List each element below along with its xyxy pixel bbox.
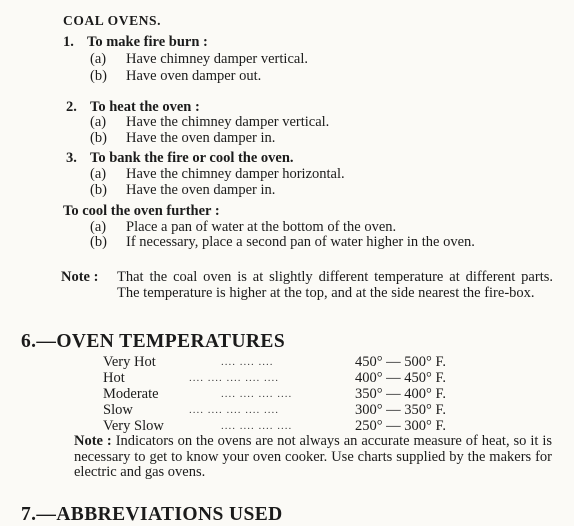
list-item	[90, 68, 261, 84]
list-item	[90, 166, 345, 182]
temperature-row	[103, 386, 483, 402]
temp-name: Very Hot	[103, 354, 156, 370]
list-item	[90, 114, 329, 130]
step-heading-text: To heat the oven :	[90, 99, 200, 115]
step-1-heading	[63, 34, 208, 50]
step-number: 2.	[66, 99, 77, 115]
temp-range: 250° — 300° F.	[355, 418, 447, 434]
item-label: (b)	[90, 182, 107, 198]
abbreviations-heading: 7.—ABBREVIATIONS USED	[21, 504, 283, 525]
temp-range: 350° — 400° F.	[355, 386, 447, 402]
item-label: (a)	[90, 51, 107, 67]
item-text: Place a pan of water at the bottom of the oven.	[126, 219, 397, 235]
item-label: (b)	[90, 68, 107, 84]
temperature-row	[103, 370, 483, 386]
temp-range: 400° — 450° F.	[355, 370, 447, 386]
step-number: 3.	[66, 150, 77, 166]
temp-name: Moderate	[103, 386, 159, 402]
note-text: Indicators on the ovens are not always an accurate measure of heat, so it is necessary to get to know your oven cooker. Use charts supplied by the makers for electric and gas ovens.	[74, 433, 552, 481]
item-text: If necessary, place a second pan of water higher in the oven.	[126, 234, 475, 250]
temp-name: Hot	[103, 370, 125, 386]
item-text: Have the chimney damper horizontal.	[126, 166, 345, 182]
temp-name: Slow	[103, 402, 133, 418]
item-label: (b)	[90, 234, 107, 250]
leader-dots: .... .... .... ....	[221, 420, 293, 432]
section-title: COAL OVENS.	[63, 13, 162, 28]
temperature-note	[74, 434, 552, 481]
leader-dots: .... .... ....	[221, 356, 274, 368]
temp-range: 300° — 350° F.	[355, 402, 447, 418]
temp-name: Very Slow	[103, 418, 164, 434]
note-label: Note :	[61, 269, 99, 285]
temperature-row	[103, 402, 483, 418]
item-text: Have oven damper out.	[126, 68, 262, 84]
temperature-row	[103, 418, 483, 434]
item-text: Have chimney damper vertical.	[126, 51, 308, 67]
cool-further-heading: To cool the oven further :	[63, 203, 220, 219]
step-3-heading	[66, 150, 294, 166]
item-text: Have the oven damper in.	[126, 182, 276, 198]
step-2-heading	[66, 99, 200, 115]
list-item	[90, 219, 396, 235]
note-label: Note :	[74, 433, 112, 449]
list-item	[90, 182, 275, 198]
item-text: Have the oven damper in.	[126, 130, 276, 146]
list-item	[90, 130, 275, 146]
item-label: (a)	[90, 166, 107, 182]
leader-dots: .... .... .... .... ....	[189, 372, 279, 384]
item-label: (b)	[90, 130, 107, 146]
temperature-row	[103, 354, 483, 370]
list-item	[90, 235, 552, 251]
leader-dots: .... .... .... ....	[221, 388, 293, 400]
list-item	[90, 51, 308, 67]
coal-note	[61, 270, 553, 301]
item-label: (a)	[90, 219, 107, 235]
item-text: Have the chimney damper vertical.	[126, 114, 330, 130]
leader-dots: .... .... .... .... ....	[189, 404, 279, 416]
temp-range: 450° — 500° F.	[355, 354, 447, 370]
step-heading-text: To bank the fire or cool the oven.	[90, 150, 294, 166]
note-text: That the coal oven is at slightly different temperature at different parts. The temperature is higher at the top, and at the side nearest the fire-box.	[117, 269, 553, 301]
step-heading-text: To make fire burn :	[87, 34, 208, 50]
oven-temperatures-heading: 6.—OVEN TEMPERATURES	[21, 331, 286, 352]
step-number: 1.	[63, 34, 74, 50]
item-label: (a)	[90, 114, 107, 130]
